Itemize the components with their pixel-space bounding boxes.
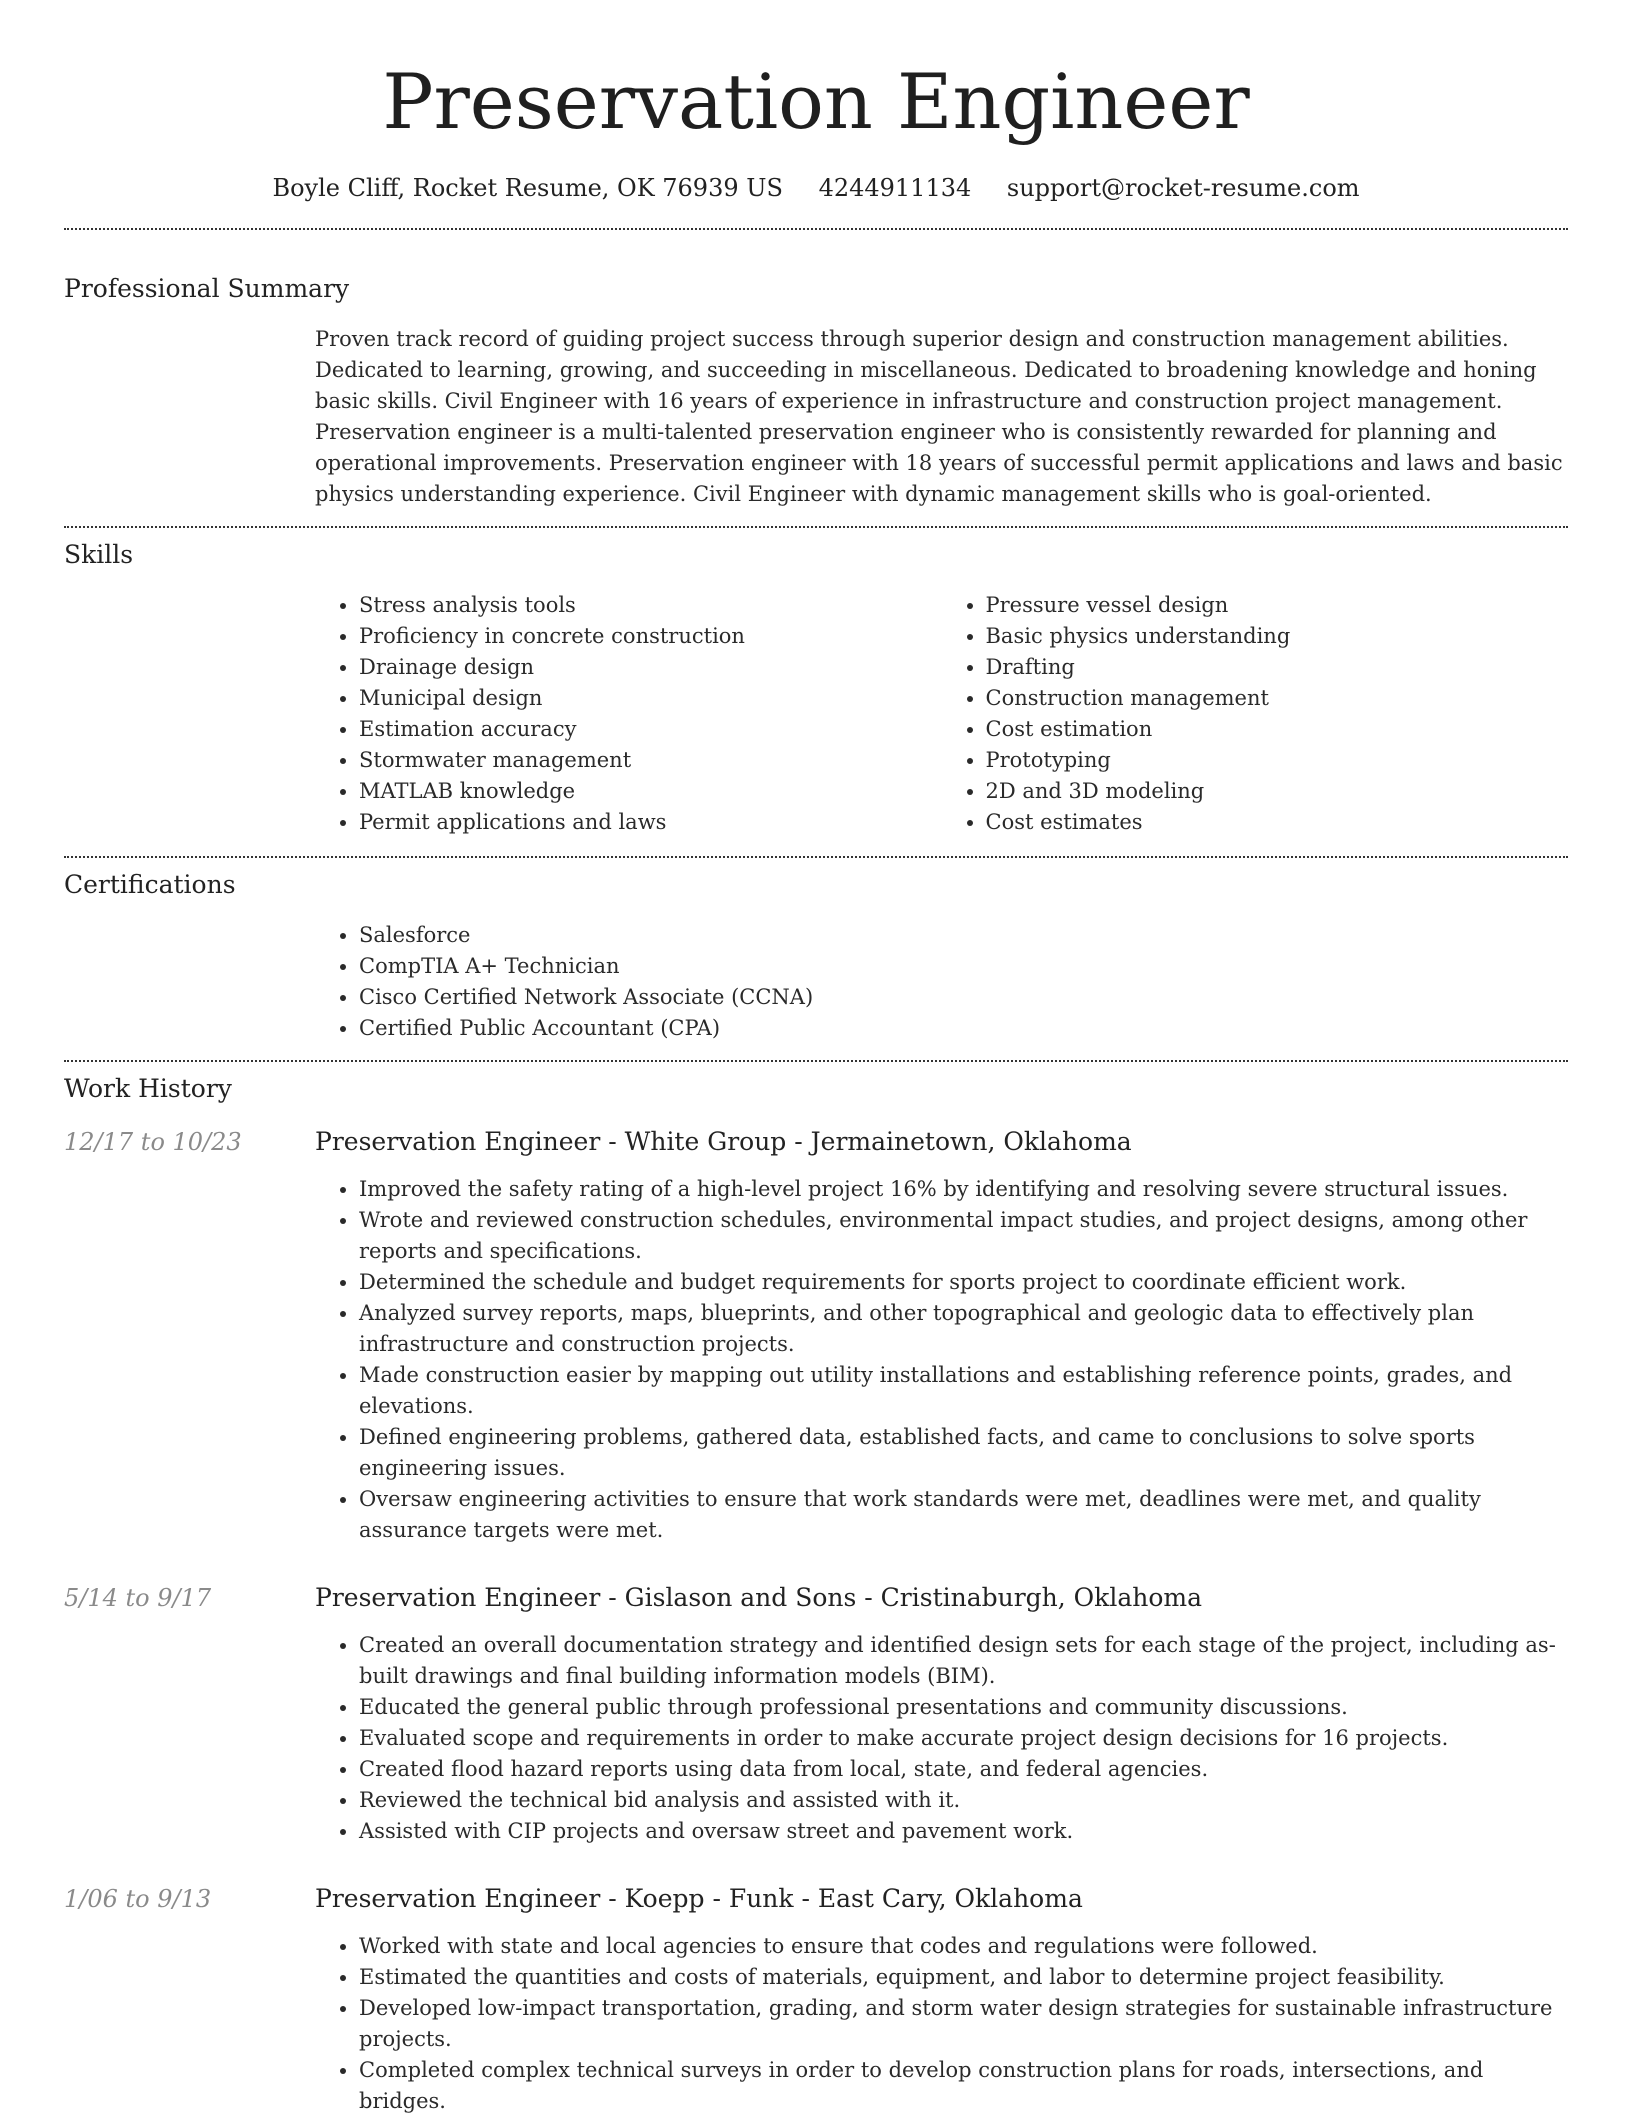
- candidate-name: Preservation Engineer: [382, 57, 1250, 146]
- job-bullet: • Developed low-impact transportation, grading, and storm water design strategies for sustainable infrastructure projects.: [359, 1993, 1568, 2055]
- job-title: Preservation Engineer - White Group - Jermainetown, Oklahoma: [315, 1127, 1132, 1156]
- job-bullet: • Reviewed the technical bid analysis and assisted with it.: [359, 1785, 1568, 1816]
- skills-column-left: [315, 590, 942, 838]
- skill-item: • Stormwater management: [359, 745, 942, 776]
- skill-item: • Drainage design: [359, 652, 942, 683]
- job-title: Preservation Engineer - Gislason and Sons - Cristinaburgh, Oklahoma: [315, 1583, 1202, 1612]
- job-bullet: • Improved the safety rating of a high-level project 16% by identifying and resolving severe structural issues.: [359, 1174, 1568, 1205]
- job-bullet: • Estimated the quantities and costs of materials, equipment, and labor to determine project feasibility.: [359, 1962, 1568, 1993]
- resume-page: [64, 0, 1568, 2117]
- skill-item: • 2D and 3D modeling: [986, 776, 1569, 807]
- job-bullet: • Completed complex technical surveys in order to develop construction plans for roads, intersections, and bridges.: [359, 2055, 1568, 2117]
- job-bullets: [315, 1931, 1568, 2117]
- skill-item: • Permit applications and laws: [359, 807, 942, 838]
- job-bullets: [315, 1174, 1568, 1546]
- job-dates: 1/06 to 9/13: [64, 1885, 212, 1913]
- job-bullet: • Assisted with CIP projects and oversaw street and pavement work.: [359, 1816, 1568, 1847]
- job-bullet: • Created an overall documentation strategy and identified design sets for each stage of the project, including as-built drawings and final building information models (BIM).: [359, 1630, 1568, 1692]
- work-history-heading: Work History: [64, 1074, 232, 1103]
- job-dates: 5/14 to 9/17: [64, 1584, 212, 1612]
- certifications-section: [64, 858, 1568, 1060]
- skill-item: • MATLAB knowledge: [359, 776, 942, 807]
- job-bullet: • Determined the schedule and budget requirements for sports project to coordinate efficient work.: [359, 1267, 1568, 1298]
- resume-header: [64, 0, 1568, 204]
- work-history-section: [64, 1062, 1568, 2117]
- skill-item: • Municipal design: [359, 683, 942, 714]
- job-bullet: • Defined engineering problems, gathered data, established facts, and came to conclusions to solve sports engineering issues.: [359, 1422, 1568, 1484]
- job-entry: [64, 1126, 1568, 1546]
- job-bullet: • Created flood hazard reports using data from local, state, and federal agencies.: [359, 1754, 1568, 1785]
- skill-item: • Proficiency in concrete construction: [359, 621, 942, 652]
- summary-heading: Professional Summary: [64, 274, 350, 303]
- skill-item: • Stress analysis tools: [359, 590, 942, 621]
- skills-column-right: [942, 590, 1569, 838]
- certification-item: • Cisco Certified Network Associate (CCNA): [359, 982, 1568, 1013]
- job-entry: [64, 1883, 1568, 2117]
- certifications-heading: Certifications: [64, 870, 236, 899]
- skill-item: • Drafting: [986, 652, 1569, 683]
- job-bullet: • Wrote and reviewed construction schedules, environmental impact studies, and project designs, among other reports and specifications.: [359, 1205, 1568, 1267]
- skill-item: • Pressure vessel design: [986, 590, 1569, 621]
- job-entry: [64, 1582, 1568, 1847]
- contact-email: support@rocket-resume.com: [1006, 174, 1360, 202]
- job-bullet: • Educated the general public through professional presentations and community discussions.: [359, 1692, 1568, 1723]
- job-bullet: • Evaluated scope and requirements in order to make accurate project design decisions for 16 projects.: [359, 1723, 1568, 1754]
- job-dates: 12/17 to 10/23: [64, 1128, 242, 1156]
- job-bullet: • Made construction easier by mapping out utility installations and establishing reference points, grades, and elevations.: [359, 1360, 1568, 1422]
- contact-address: Boyle Cliff, Rocket Resume, OK 76939 US: [272, 174, 783, 202]
- certification-item: • Salesforce: [359, 920, 1568, 951]
- skills-section: [64, 528, 1568, 856]
- job-bullet: • Oversaw engineering activities to ensure that work standards were met, deadlines were met, and quality assurance targets were met.: [359, 1484, 1568, 1546]
- job-bullet: • Analyzed survey reports, maps, blueprints, and other topographical and geologic data to effectively plan infrastructure and construction projects.: [359, 1298, 1568, 1360]
- certification-item: • Certified Public Accountant (CPA): [359, 1013, 1568, 1044]
- skill-item: • Construction management: [986, 683, 1569, 714]
- summary-section: [64, 230, 1568, 526]
- job-bullets: [315, 1630, 1568, 1847]
- skill-item: • Cost estimates: [986, 807, 1569, 838]
- certification-item: • CompTIA A+ Technician: [359, 951, 1568, 982]
- contact-line: [64, 172, 1568, 204]
- skills-heading: Skills: [64, 540, 134, 569]
- job-bullet: • Worked with state and local agencies to ensure that codes and regulations were followed.: [359, 1931, 1568, 1962]
- skills-list: [315, 590, 1568, 856]
- contact-phone: 4244911134: [818, 174, 972, 202]
- certifications-list: [315, 920, 1568, 1060]
- skill-item: • Estimation accuracy: [359, 714, 942, 745]
- summary-text: Proven track record of guiding project success through superior design and construction management abilities. Dedicated to learning, growing, and succeeding in miscellaneous. Dedicated to broadening knowledge and honing basic skills. Civil Engineer with 16 years of experience in infrastructure and construction project management. Preservation engineer is a multi-talented preservation engineer who is consistently rewarded for planning and operational improvements. Preservation engineer with 18 years of successful permit applications and laws and basic physics understanding experience. Civil Engineer with dynamic management skills who is goal-oriented.: [315, 327, 1563, 506]
- skill-item: • Cost estimation: [986, 714, 1569, 745]
- skill-item: • Basic physics understanding: [986, 621, 1569, 652]
- job-title: Preservation Engineer - Koepp - Funk - East Cary, Oklahoma: [315, 1884, 1083, 1913]
- skill-item: • Prototyping: [986, 745, 1569, 776]
